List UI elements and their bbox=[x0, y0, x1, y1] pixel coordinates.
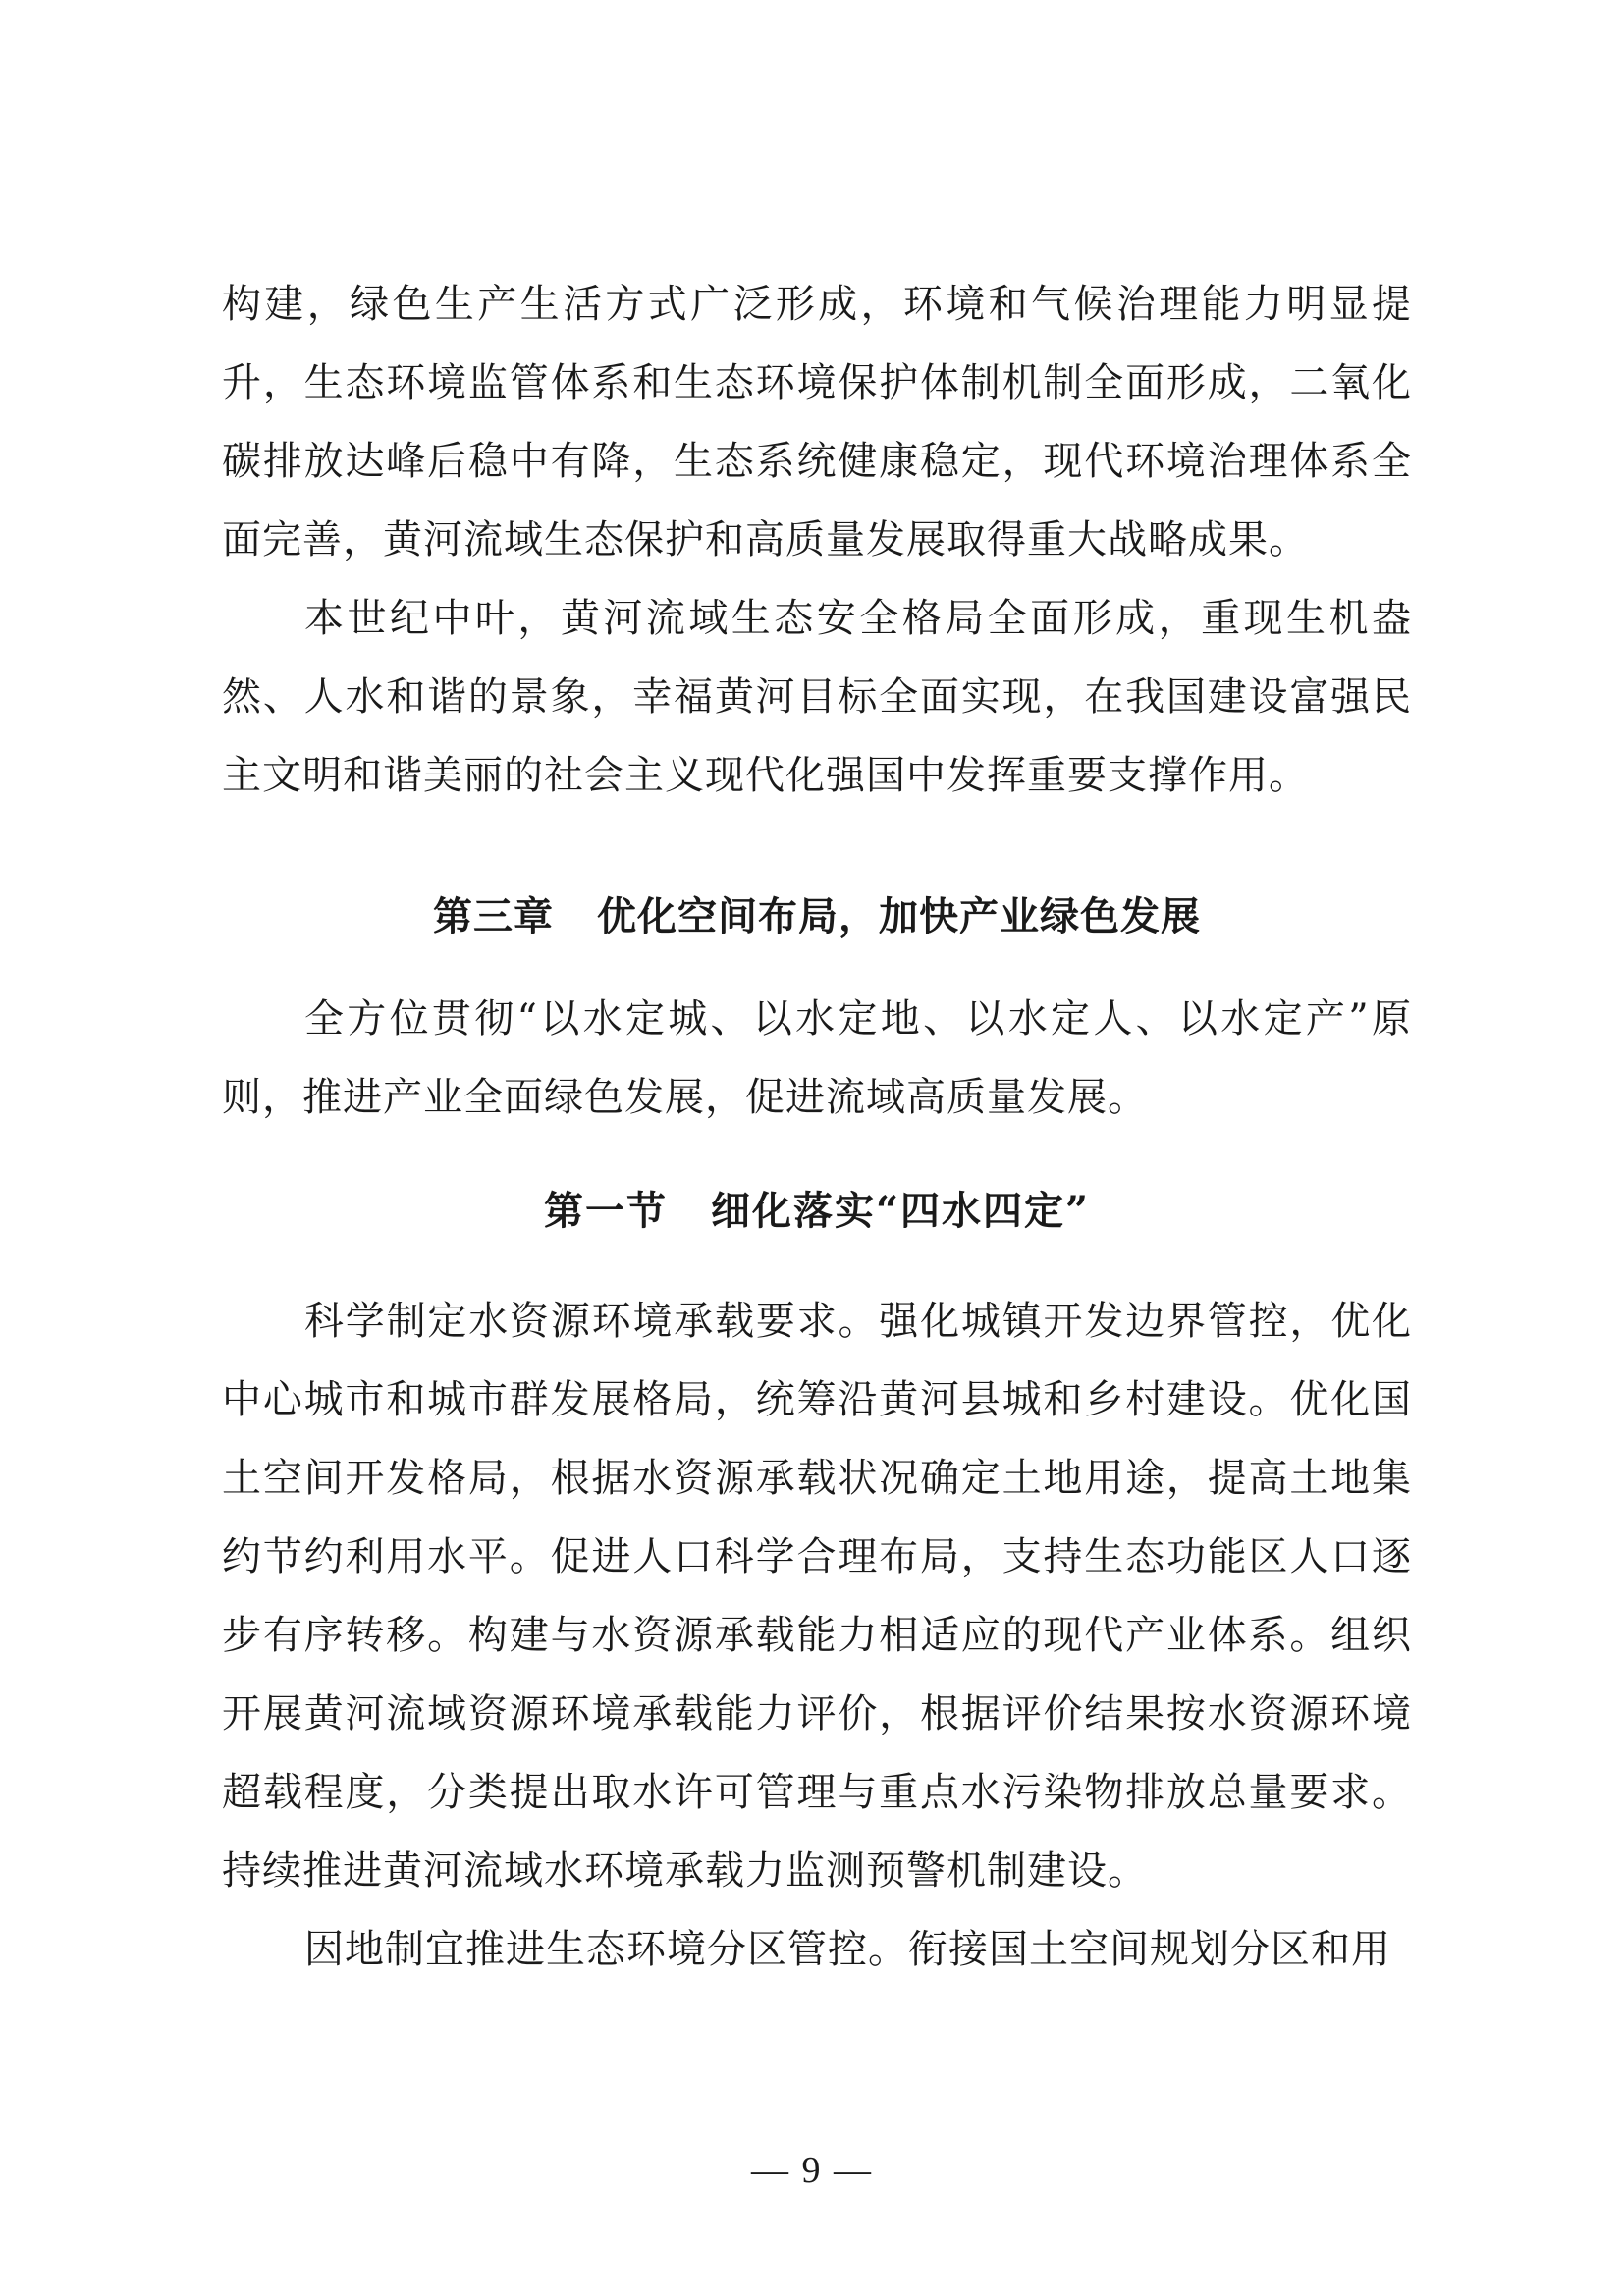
body-paragraph-continued: 构建，绿色生产生活方式广泛形成，环境和气候治理能力明显提升，生态环境监管体系和生态环境保护体制机制全面形成，二氧化碳排放达峰后稳中有降，生态系统健康稳定，现代环境治理体系全面完善，黄河流域生态保护和高质量发展取得重大战略成果。 bbox=[222, 282, 1412, 562]
chapter-intro-paragraph: 全方位贯彻“以水定城、以水定地、以水定人、以水定产”原则，推进产业全面绿色发展，促进流域高质量发展。 bbox=[222, 996, 1412, 1120]
body-paragraph-vision-2050: 本世纪中叶，黄河流域生态安全格局全面形成，重现生机盎然、人水和谐的景象，幸福黄河目标全面实现，在我国建设富强民主文明和谐美丽的社会主义现代化强国中发挥重要支撑作用。 bbox=[222, 596, 1412, 798]
chapter-number: 第三章 bbox=[433, 894, 554, 939]
chapter-title: 优化空间布局，加快产业绿色发展 bbox=[597, 894, 1201, 939]
section-heading bbox=[222, 1172, 1412, 1251]
document-page bbox=[222, 265, 1412, 1989]
chapter-heading bbox=[222, 878, 1412, 956]
page-number: — 9 — bbox=[751, 2150, 873, 2191]
section-number: 第一节 bbox=[543, 1188, 668, 1234]
section-paragraph-zoning: 因地制宜推进生态环境分区管控。衔接国土空间规划分区和用 bbox=[304, 1927, 1391, 1972]
section-paragraph-water-capacity: 科学制定水资源环境承载要求。强化城镇开发边界管控，优化中心城市和城市群发展格局，统筹沿黄河县城和乡村建设。优化国土空间开发格局，根据水资源承载状况确定土地用途，提高土地集约节约利用水平。促进人口科学合理布局，支持生态功能区人口逐步有序转移。构建与水资源承载能力相适应的现代产业体系。组织开展黄河流域资源环境承载能力评价，根据评价结果按水资源环境超载程度，分类提出取水许可管理与重点水污染物排放总量要求。持续推进黄河流域水环境承载力监测预警机制建设。 bbox=[222, 1299, 1412, 1894]
section-title: 细化落实“四水四定” bbox=[710, 1188, 1090, 1234]
